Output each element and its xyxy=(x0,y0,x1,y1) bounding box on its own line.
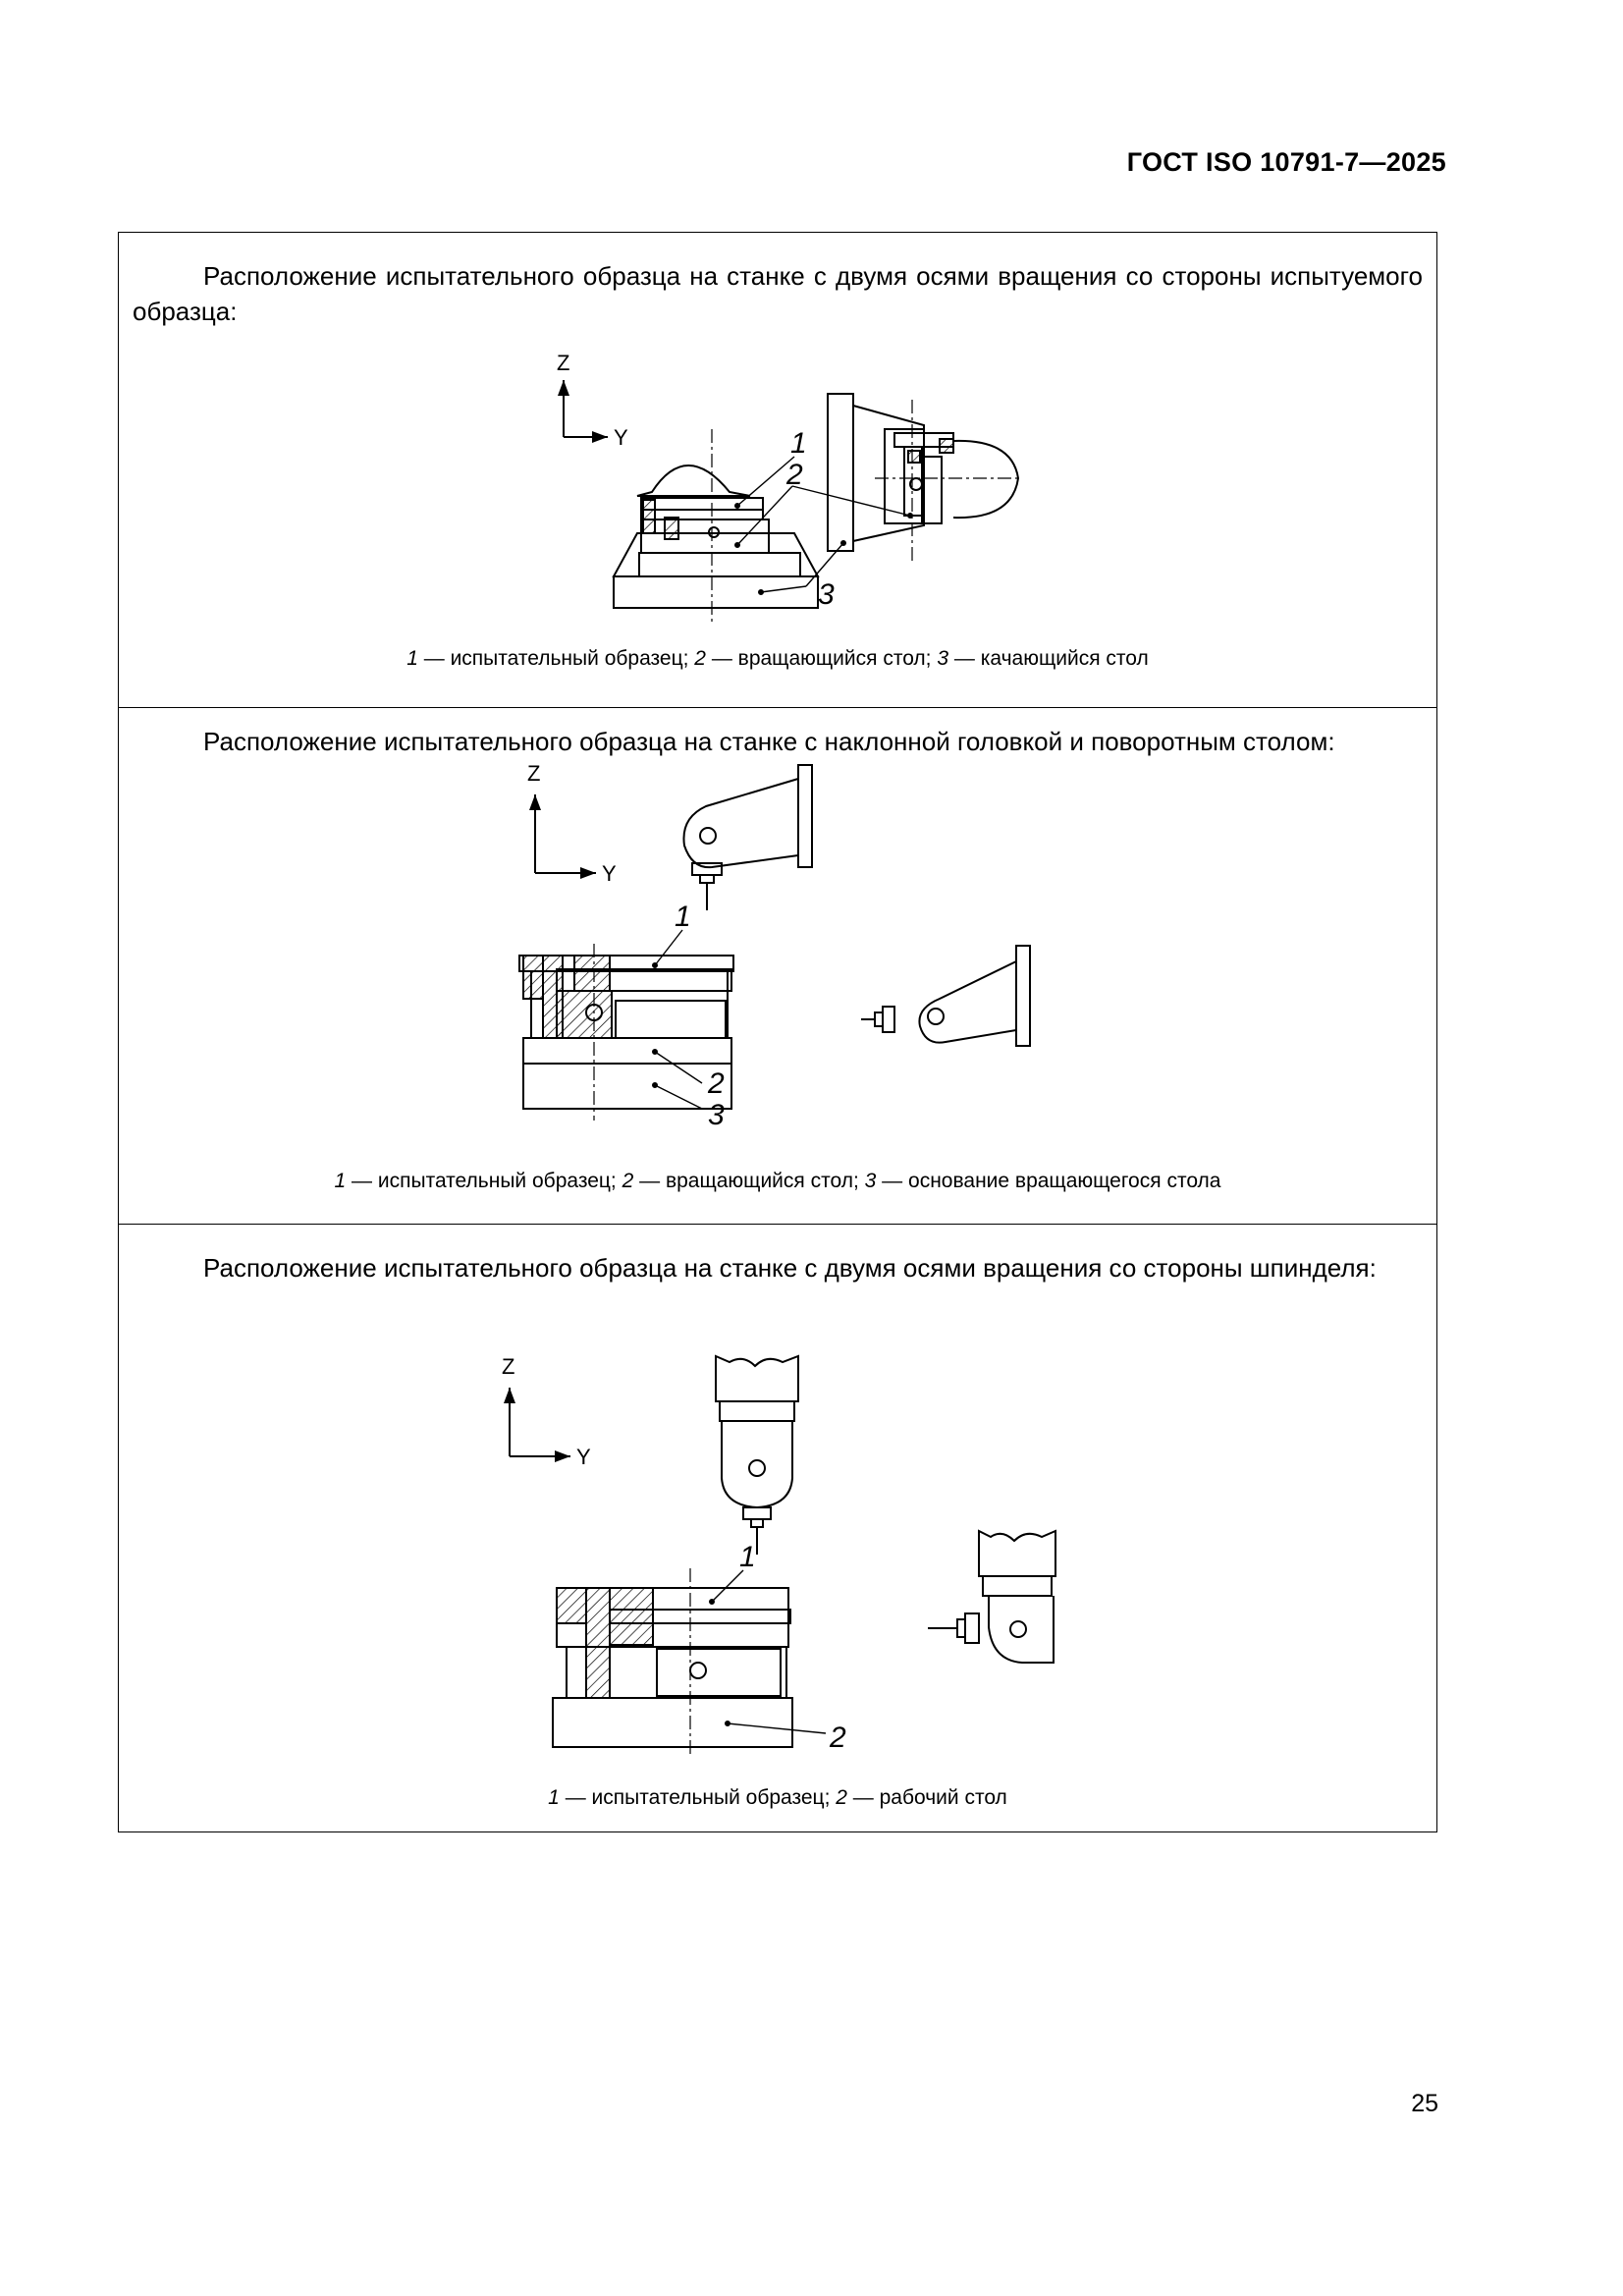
callout-3: 3 xyxy=(818,578,835,611)
tilting-head-vertical xyxy=(683,765,812,910)
figure-legend: 1 — испытательный образец; 2 — вращающийся стол; 3 — основание вращающегося стола xyxy=(334,1170,1221,1192)
axis-z-label: Z xyxy=(557,351,570,375)
callout-2: 2 xyxy=(786,459,803,491)
table-cell-1 xyxy=(119,233,1436,708)
callout-2: 2 xyxy=(830,1722,846,1754)
rotary-table-drawing xyxy=(519,944,733,1121)
section-description: Расположение испытательного образца на станке с двумя осями вращения со стороны испытуемого образца: xyxy=(133,261,1423,326)
callout-1: 1 xyxy=(739,1541,756,1573)
diagram-two-axis-workpiece-side xyxy=(119,233,1438,708)
section-description: Расположение испытательного образца на станке с наклонной головкой и поворотным столом: xyxy=(203,727,1335,756)
spindle-head-horizontal xyxy=(928,1531,1055,1663)
figure-legend: 1 — испытательный образец; 2 — вращающийся стол; 3 — качающийся стол xyxy=(406,647,1149,670)
spindle-head-vertical xyxy=(716,1356,798,1555)
section-description: Расположение испытательного образца на станке с двумя осями вращения со стороны шпинделя: xyxy=(203,1253,1377,1283)
axis-z-label: Z xyxy=(502,1354,515,1379)
document-header: ГОСТ ISO 10791-7—2025 xyxy=(1126,147,1446,177)
diagram-two-axis-spindle-side xyxy=(119,1225,1438,1833)
diagram-tilting-head-rotary-table xyxy=(119,708,1438,1225)
tilting-head-horizontal xyxy=(861,946,1030,1046)
callout-2: 2 xyxy=(708,1067,725,1100)
page-number: 25 xyxy=(1411,2090,1438,2117)
callout-1: 1 xyxy=(675,901,691,933)
figure-legend: 1 — испытательный образец; 2 — рабочий стол xyxy=(548,1786,1007,1809)
axis-indicator xyxy=(527,761,617,886)
figure-table xyxy=(118,232,1437,1832)
axis-y-label: Y xyxy=(602,861,617,886)
side-view-drawing xyxy=(828,394,1022,563)
callout-1: 1 xyxy=(790,427,807,460)
axis-y-label: Y xyxy=(576,1445,591,1469)
axis-indicator xyxy=(557,351,628,450)
callout-3: 3 xyxy=(708,1099,725,1131)
axis-z-label: Z xyxy=(527,761,541,786)
table-cell-2 xyxy=(119,708,1436,1225)
axis-indicator xyxy=(502,1354,591,1469)
table-cell-3 xyxy=(119,1225,1436,1833)
axis-y-label: Y xyxy=(614,425,628,450)
